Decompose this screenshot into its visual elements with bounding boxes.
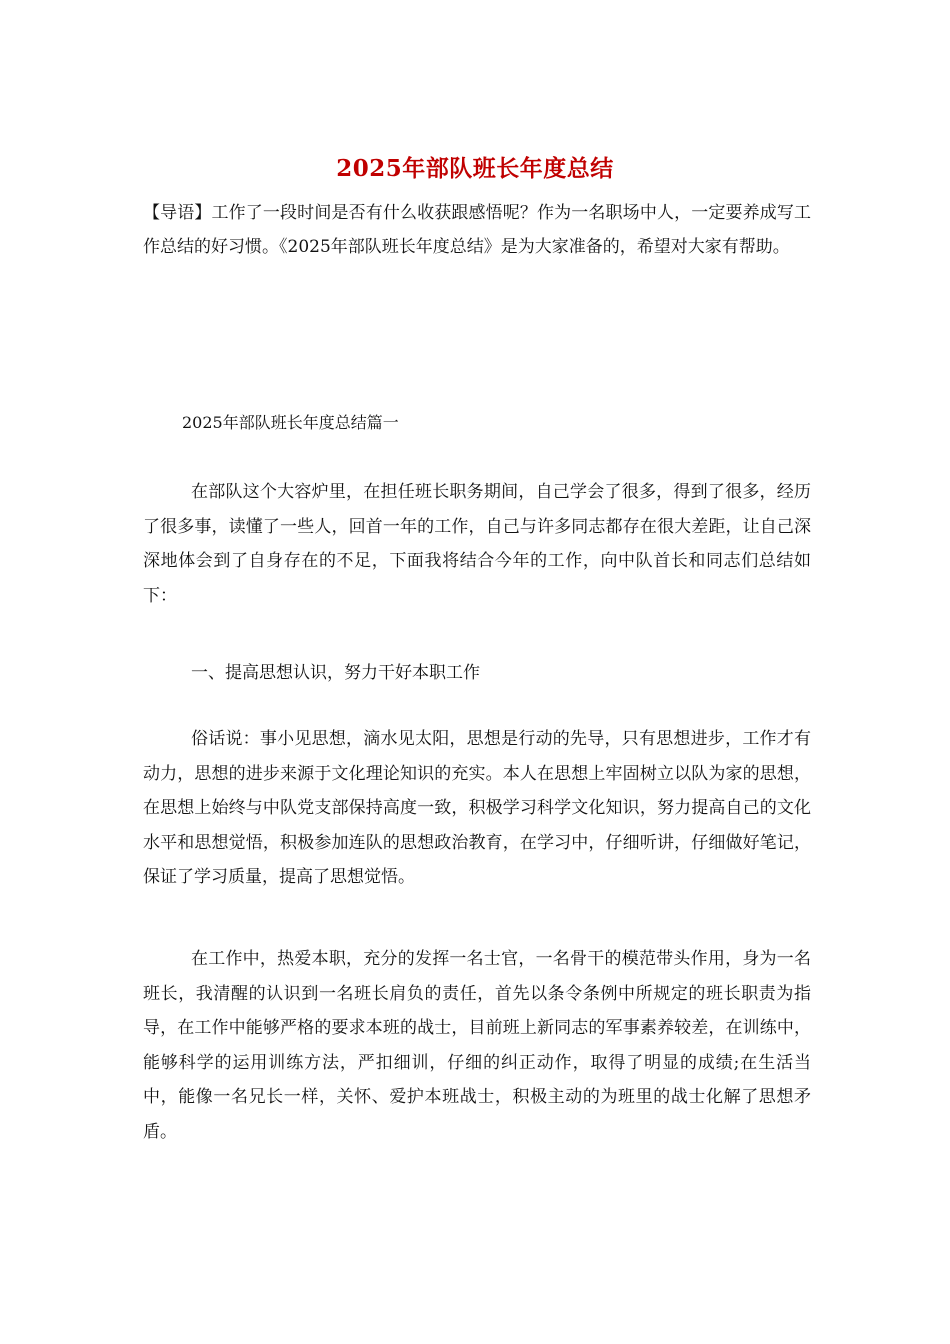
section-heading: 2025年部队班长年度总结篇一 [182,413,399,432]
document-title: 2025年部队班长年度总结 [336,155,614,182]
intro-paragraph: 【导语】工作了一段时间是否有什么收获跟感悟呢？作为一名职场中人，一定要养成写工作总结的好习惯。《2025年部队班长年度总结》是为大家准备的，希望对大家有帮助。 [143,203,811,257]
body-paragraph-1: 在部队这个大容炉里，在担任班长职务期间，自己学会了很多，得到了很多，经历了很多事，读懂了一些人，回首一年的工作，自己与许多同志都存在很大差距，让自己深深地体会到了自身存在的不足，下面我将结合今年的工作，向中队首长和同志们总结如下： [143,482,811,606]
body-paragraph-3: 在工作中，热爱本职，充分的发挥一名士官，一名骨干的模范带头作用，身为一名班长，我清醒的认识到一名班长肩负的责任，首先以条令条例中所规定的班长职责为指导，在工作中能够严格的要求本班的战士，目前班上新同志的军事素养较差，在训练中，能够科学的运用训练方法，严扣细训，仔细的纠正动作，取得了明显的成绩;在生活当中，能像一名兄长一样，关怀、爱护本班战士，积极主动的为班里的战士化解了思想矛盾。 [143,949,811,1142]
body-paragraph-2: 俗话说：事小见思想，滴水见太阳，思想是行动的先导，只有思想进步，工作才有动力，思想的进步来源于文化理论知识的充实。本人在思想上牢固树立以队为家的思想，在思想上始终与中队党支部保持高度一致，积极学习科学文化知识，努力提高自己的文化水平和思想觉悟，积极参加连队的思想政治教育，在学习中，仔细听讲，仔细做好笔记，保证了学习质量，提高了思想觉悟。 [143,729,811,887]
sub-heading-1: 一、提高思想认识，努力干好本职工作 [191,663,480,683]
